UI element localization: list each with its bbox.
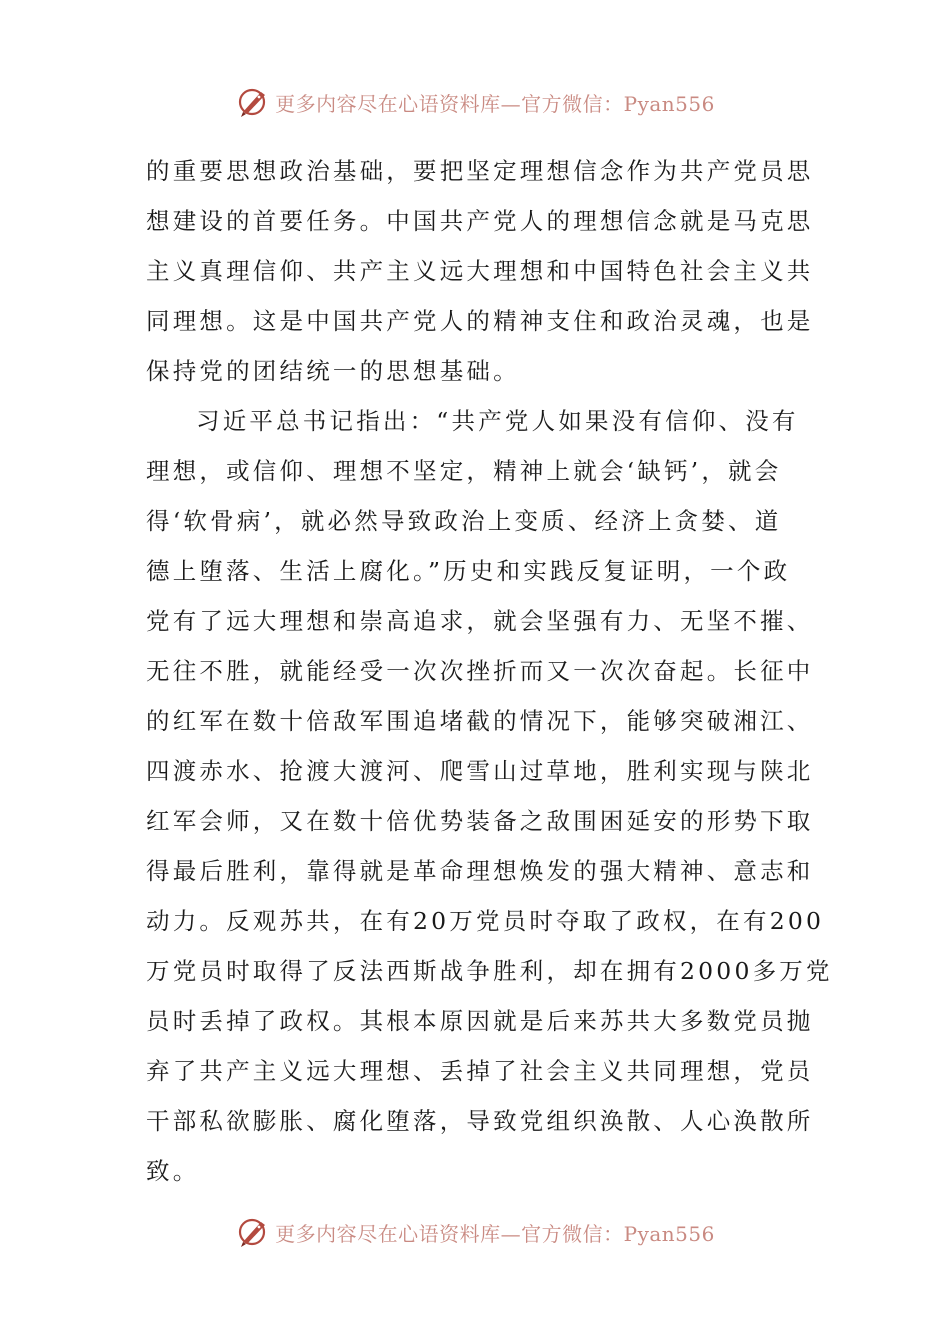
text-line: 万党员时取得了反法西斯战争胜利，却在拥有2000多万党 xyxy=(146,957,833,985)
text-line: 无往不胜，就能经受一次次挫折而又一次次奋起。长征中 xyxy=(146,657,814,685)
pen-logo-icon xyxy=(235,84,271,120)
document-body xyxy=(146,146,833,1196)
text-line: 保持党的团结统一的思想基础。 xyxy=(146,357,520,385)
text-line: 同理想。这是中国共产党人的精神支住和政治灵魂，也是 xyxy=(146,307,814,335)
paragraph-start-line: 习近平总书记指出：“共产党人如果没有信仰、没有 xyxy=(196,407,799,435)
watermark-text: 更多内容尽在心语资料库—官方微信：Pyan556 xyxy=(275,91,715,116)
text-line: 致。 xyxy=(146,1157,200,1185)
text-line: 想建设的首要任务。中国共产党人的理想信念就是马克思 xyxy=(146,207,814,235)
text-line: 四渡赤水、抢渡大渡河、爬雪山过草地，胜利实现与陕北 xyxy=(146,757,814,785)
text-line: 动力。反观苏共，在有20万党员时夺取了政权，在有200 xyxy=(146,907,825,935)
text-line: 弃了共产主义远大理想、丢掉了社会主义共同理想，党员 xyxy=(146,1057,814,1085)
text-line: 党有了远大理想和崇高追求，就会坚强有力、无坚不摧、 xyxy=(146,607,814,635)
header-watermark xyxy=(0,84,950,120)
text-line: 得‘软骨病’，就必然导致政治上变质、经济上贪婪、道 xyxy=(146,507,782,535)
text-line: 得最后胜利，靠得就是革命理想焕发的强大精神、意志和 xyxy=(146,857,814,885)
text-line: 员时丢掉了政权。其根本原因就是后来苏共大多数党员抛 xyxy=(146,1007,814,1035)
text-line: 德上堕落、生活上腐化。”历史和实践反复证明，一个政 xyxy=(146,557,791,585)
text-line: 的重要思想政治基础，要把坚定理想信念作为共产党员思 xyxy=(146,157,814,185)
watermark-text: 更多内容尽在心语资料库—官方微信：Pyan556 xyxy=(275,1221,715,1246)
text-line: 主义真理信仰、共产主义远大理想和中国特色社会主义共 xyxy=(146,257,814,285)
text-line: 红军会师，又在数十倍优势装备之敌围困延安的形势下取 xyxy=(146,807,814,835)
text-line: 理想，或信仰、理想不坚定，精神上就会‘缺钙’，就会 xyxy=(146,457,782,485)
footer-watermark xyxy=(0,1214,950,1250)
text-line: 干部私欲膨胀、腐化堕落，导致党组织涣散、人心涣散所 xyxy=(146,1107,814,1135)
text-line: 的红军在数十倍敌军围追堵截的情况下，能够突破湘江、 xyxy=(146,707,814,735)
pen-logo-icon xyxy=(235,1214,271,1250)
